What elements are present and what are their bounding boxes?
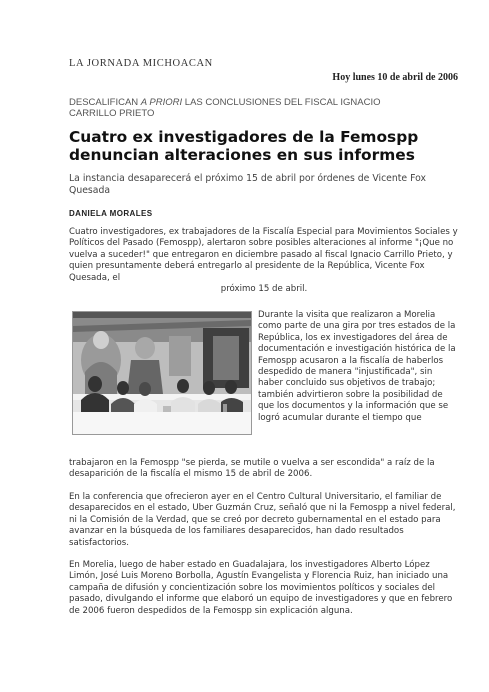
publication-name: LA JORNADA MICHOACAN [69, 58, 213, 69]
paragraph-4: En Morelia, luego de haber estado en Guadalajara, los investigadores Alberto López Limón, José Luis Moreno Borbolla, Agustín Evangelista y Florencia Ruiz, han iniciado una campaña de difusión y concientización sobre los movimientos políticos y sociales del pasado, divulgando el informe que elaboró un equipo de investigadores y que en febrero de 2006 fueron despedidos de la Femospp sin explicación alguna. [69, 560, 453, 616]
paragraph-1-text: Cuatro investigadores, ex trabajadores de la Fiscalía Especial para Movimientos Sociales y Políticos del Pasado (Femospp), alertaron sobre posibles alteraciones al informe "¡Que no vuelva a suceder!" que entregaron en diciembre pasado al fiscal Ignacio Carrillo Prieto, y quien presuntamente deberá entregarlo al presidente de la República, Vicente Fox Quesada, el [69, 227, 458, 283]
paragraph-3: En la conferencia que ofrecieron ayer en el Centro Cultural Universitario, el familiar de desaparecidos en el estado, Uber Guzmán Cruz, señaló que ni la Femospp a nivel federal, ni la Comisión de la Verdad, que se creó por decreto gubernamental en el estado para avanzar en la búsqueda de los familiares desaparecidos, han dado resultados satisfactorios. [69, 492, 456, 548]
article-headline: Cuatro ex investigadores de la Femospp denuncian alteraciones en sus informes [69, 128, 419, 164]
kicker-italic: A PRIORI [140, 97, 183, 108]
paragraph-2-right: Durante la visita que realizaron a Morelia como parte de una gira por tres estados de la República, los ex investigadores del área de documentación e investigación histórica de la Femospp acusaron a la fiscalía de haberlos despedido de manera "injustificada", sin haber concluido sus objetivos de trabajo; también advirtieron sobre la posibilidad de que los documentos y la información que se logró acumular durante el tiempo que [258, 310, 456, 423]
paragraph-2-bottom: trabajaron en la Femospp "se pierda, se mutile o vuelva a ser escondida" a raíz de la desaparición de la fiscalía el mismo 15 de abril de 2006. [69, 458, 435, 480]
publication-date: Hoy lunes 10 de abril de 2006 [332, 72, 458, 83]
kicker-text-end: LAS CONCLUSIONES DEL FISCAL IGNACIO CARRILLO PRIETO [69, 97, 381, 119]
article-byline: DANIELA MORALES [69, 209, 153, 218]
article-subhead: La instancia desaparecerá el próximo 15 de abril por órdenes de Vicente Fox Quesada [69, 173, 427, 196]
article-kicker [69, 97, 429, 119]
kicker-text-start: DESCALIFICAN [69, 97, 141, 108]
paragraph-1 [69, 227, 459, 295]
press-conference-photo [72, 311, 252, 435]
paragraph-1-end: próximo 15 de abril. [220, 284, 308, 295]
